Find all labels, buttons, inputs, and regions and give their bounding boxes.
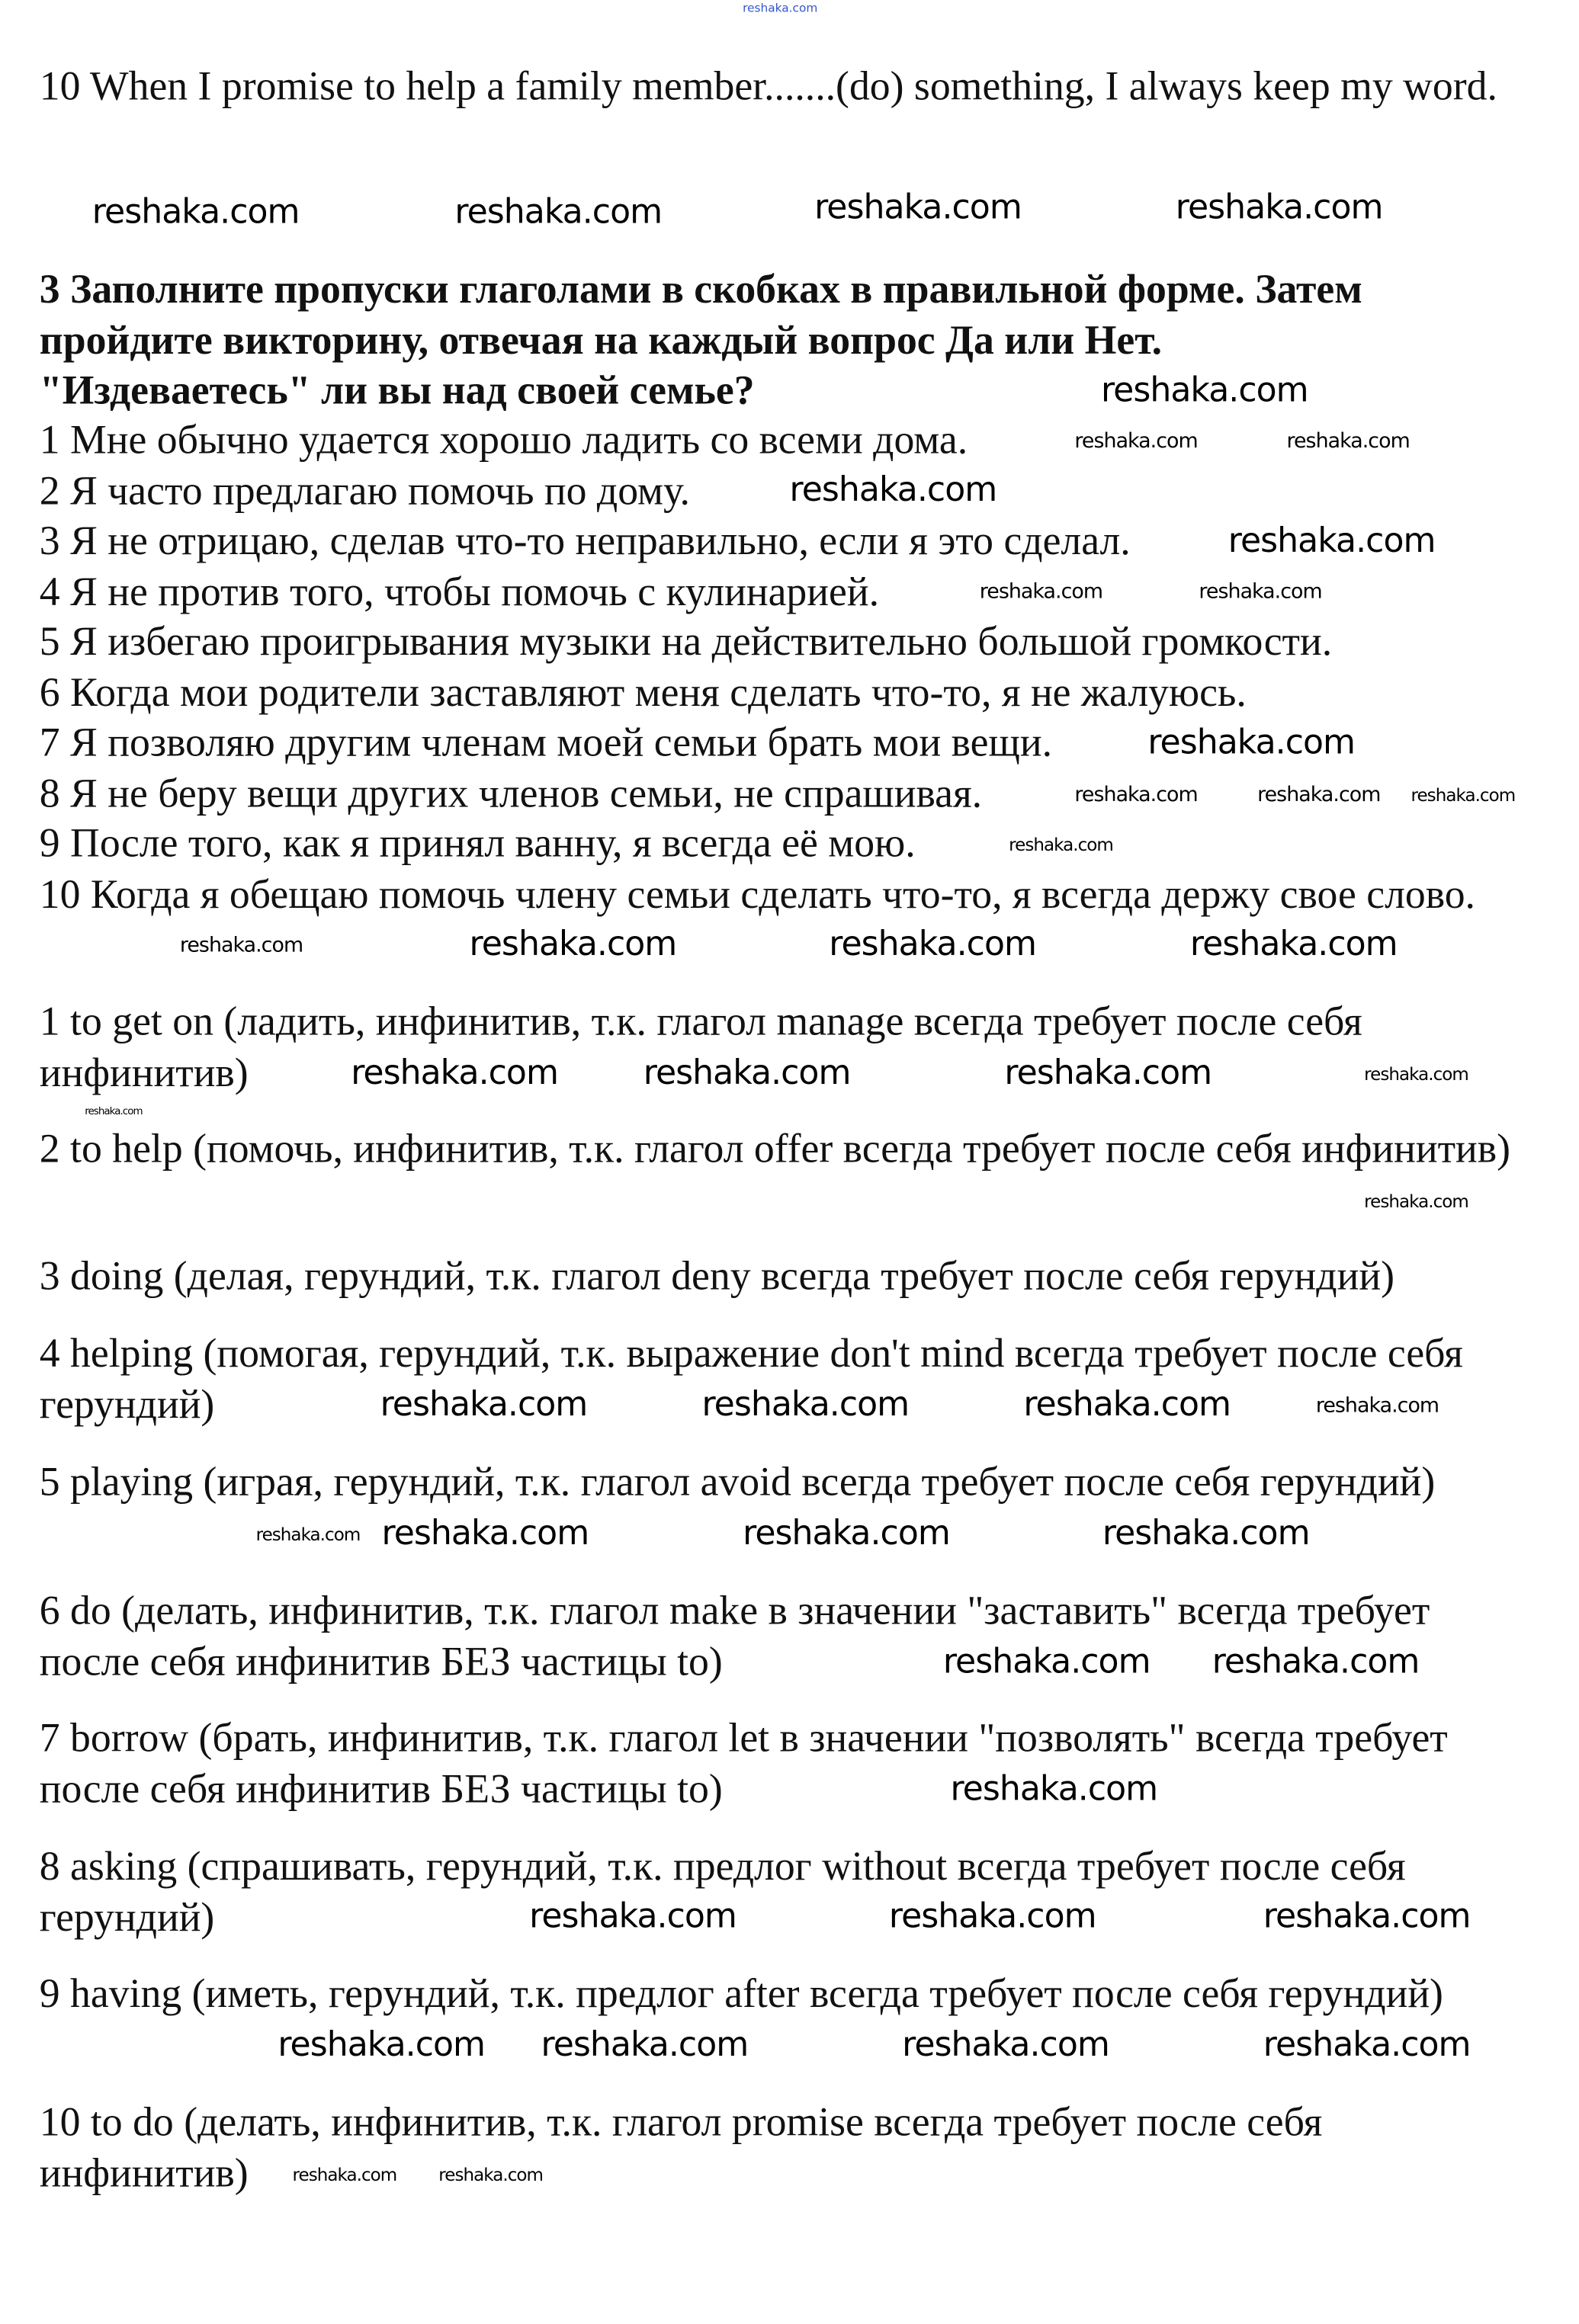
answer-item: 7 borrow (брать, инфинитив, т.к. глагол let в значении "позволять" всегда требует после себя инфинитив БЕЗ частицы to) [39,1716,1448,1812]
watermark: reshaka.com [1009,834,1113,855]
quiz-item: 2 Я часто предлагаю помочь по дому. [39,468,690,514]
quiz-item: 7 Я позволяю другим членам моей семьи брать мои вещи. [39,720,1053,766]
watermark: reshaka.com [1074,429,1198,454]
quiz-item: 5 Я избегаю проигрывания музыки на действительно большой громкости. [39,620,1333,665]
watermark: reshaka.com [1004,1054,1212,1093]
watermark: reshaka.com [814,189,1022,228]
watermark: reshaka.com [469,925,677,964]
watermark: reshaka.com [1257,783,1381,807]
answer-item: 10 to do (делать, инфинитив, т.к. глагол promise всегда требует после себя инфинитив) [39,2100,1323,2197]
watermark: reshaka.com [979,580,1103,604]
watermark: reshaka.com [292,2164,397,2185]
watermark: reshaka.com [1364,1191,1468,1212]
watermark: reshaka.com [179,934,303,958]
watermark: reshaka.com [743,1515,950,1553]
watermark: reshaka.com [1100,372,1308,410]
watermark: reshaka.com [255,1524,361,1545]
quiz-item: 3 Я не отрицаю, сделав что-то неправильно, если я это сделал. [39,518,1131,565]
quiz-item: 4 Я не против того, чтобы помочь с кулинарией. [39,569,880,615]
watermark: reshaka.com [1228,522,1436,561]
quiz-item: 6 Когда мои родители заставляют меня сделать что-то, я не жалуюсь. [39,670,1247,716]
watermark: reshaka.com [902,2026,1109,2065]
watermark: reshaka.com [1147,724,1356,763]
watermark: reshaka.com [1212,1643,1420,1682]
watermark: reshaka.com [1175,189,1383,228]
watermark: reshaka.com [701,1386,910,1425]
answer-item: 5 playing (играя, герундий, т.к. глагол avoid всегда требует после себя герундий) [39,1460,1436,1506]
quiz-items [40,417,1520,922]
watermark: reshaka.com [91,194,300,232]
watermark: reshaka.com [1023,1386,1231,1425]
watermark: reshaka.com [888,1898,1096,1936]
watermark: reshaka.com [942,1643,1151,1682]
answer-item: 6 do (делать, инфинитив, т.к. глагол make в значении "заставить" всегда требует после себя инфинитив БЕЗ частицы to) [39,1588,1430,1685]
watermark: reshaka.com [454,194,663,232]
watermark: reshaka.com [380,1386,588,1425]
answer-item: 4 helping (помогая, герундий, т.к. выражение don't mind всегда требует после себя герундий) [39,1331,1463,1428]
quiz-item: 8 Я не беру вещи других членов семьи, не спрашивая. [39,771,983,816]
watermark: reshaka.com [829,925,1037,964]
watermark: reshaka.com [1364,1064,1468,1085]
exercise-subheading: "Издеваетесь" ли вы над своей семье? [39,368,755,414]
previous-exercise-item: 10 When I promise to help a family member.......(do) something, I always keep my word. [39,64,1497,110]
watermark: reshaka.com [1199,580,1322,604]
watermark: reshaka.com [1189,925,1398,964]
watermark: reshaka.com [85,1105,143,1118]
watermark: reshaka.com [950,1771,1158,1810]
watermark: reshaka.com [1315,1394,1439,1418]
watermark: reshaka.com [1263,2026,1471,2065]
answer-item: 1 to get on (ладить, инфинитив, т.к. глагол manage всегда требует после себя инфинитив) [39,999,1362,1096]
watermark: reshaka.com [1411,784,1516,806]
watermark: reshaka.com [643,1054,851,1093]
watermark: reshaka.com [1102,1515,1310,1553]
watermark: reshaka.com [1074,783,1198,807]
watermark: reshaka.com [529,1898,737,1936]
watermark: reshaka.com [351,1054,558,1093]
answer-item: 8 asking (спрашивать, герундий, т.к. предлог without всегда требует после себя герундий) [39,1845,1406,1941]
watermark: reshaka.com [278,2026,486,2065]
quiz-item: 10 Когда я обещаю помочь члену семьи сделать что-то, я всегда держу свое слово. [39,871,1476,918]
answer-item: 3 doing (делая, герундий, т.к. глагол deny всегда требует после себя герундий) [39,1254,1394,1300]
watermark: reshaka.com [1263,1898,1471,1936]
answer-item: 9 having (иметь, герундий, т.к. предлог after всегда требует после себя герундий) [39,1971,1443,2018]
watermark: reshaka.com [1286,429,1410,454]
quiz-item: 9 После того, как я принял ванну, я всегда её мою. [39,821,916,867]
watermark: reshaka.com [381,1515,589,1553]
watermark: reshaka.com [789,471,997,510]
quiz-item: 1 Мне обычно удается хорошо ладить со всеми дома. [39,418,968,463]
header-watermark: reshaka.com [743,1,818,15]
answer-item: 2 to help (помочь, инфинитив, т.к. глагол offer всегда требует после себя инфинитив) [39,1127,1511,1172]
watermark: reshaka.com [438,2164,544,2185]
watermark: reshaka.com [541,2026,749,2065]
exercise-heading: 3 Заполните пропуски глаголами в скобках в правильной форме. Затем пройдите викторину, отвечая на каждый вопрос Да или Нет. [39,267,1362,364]
